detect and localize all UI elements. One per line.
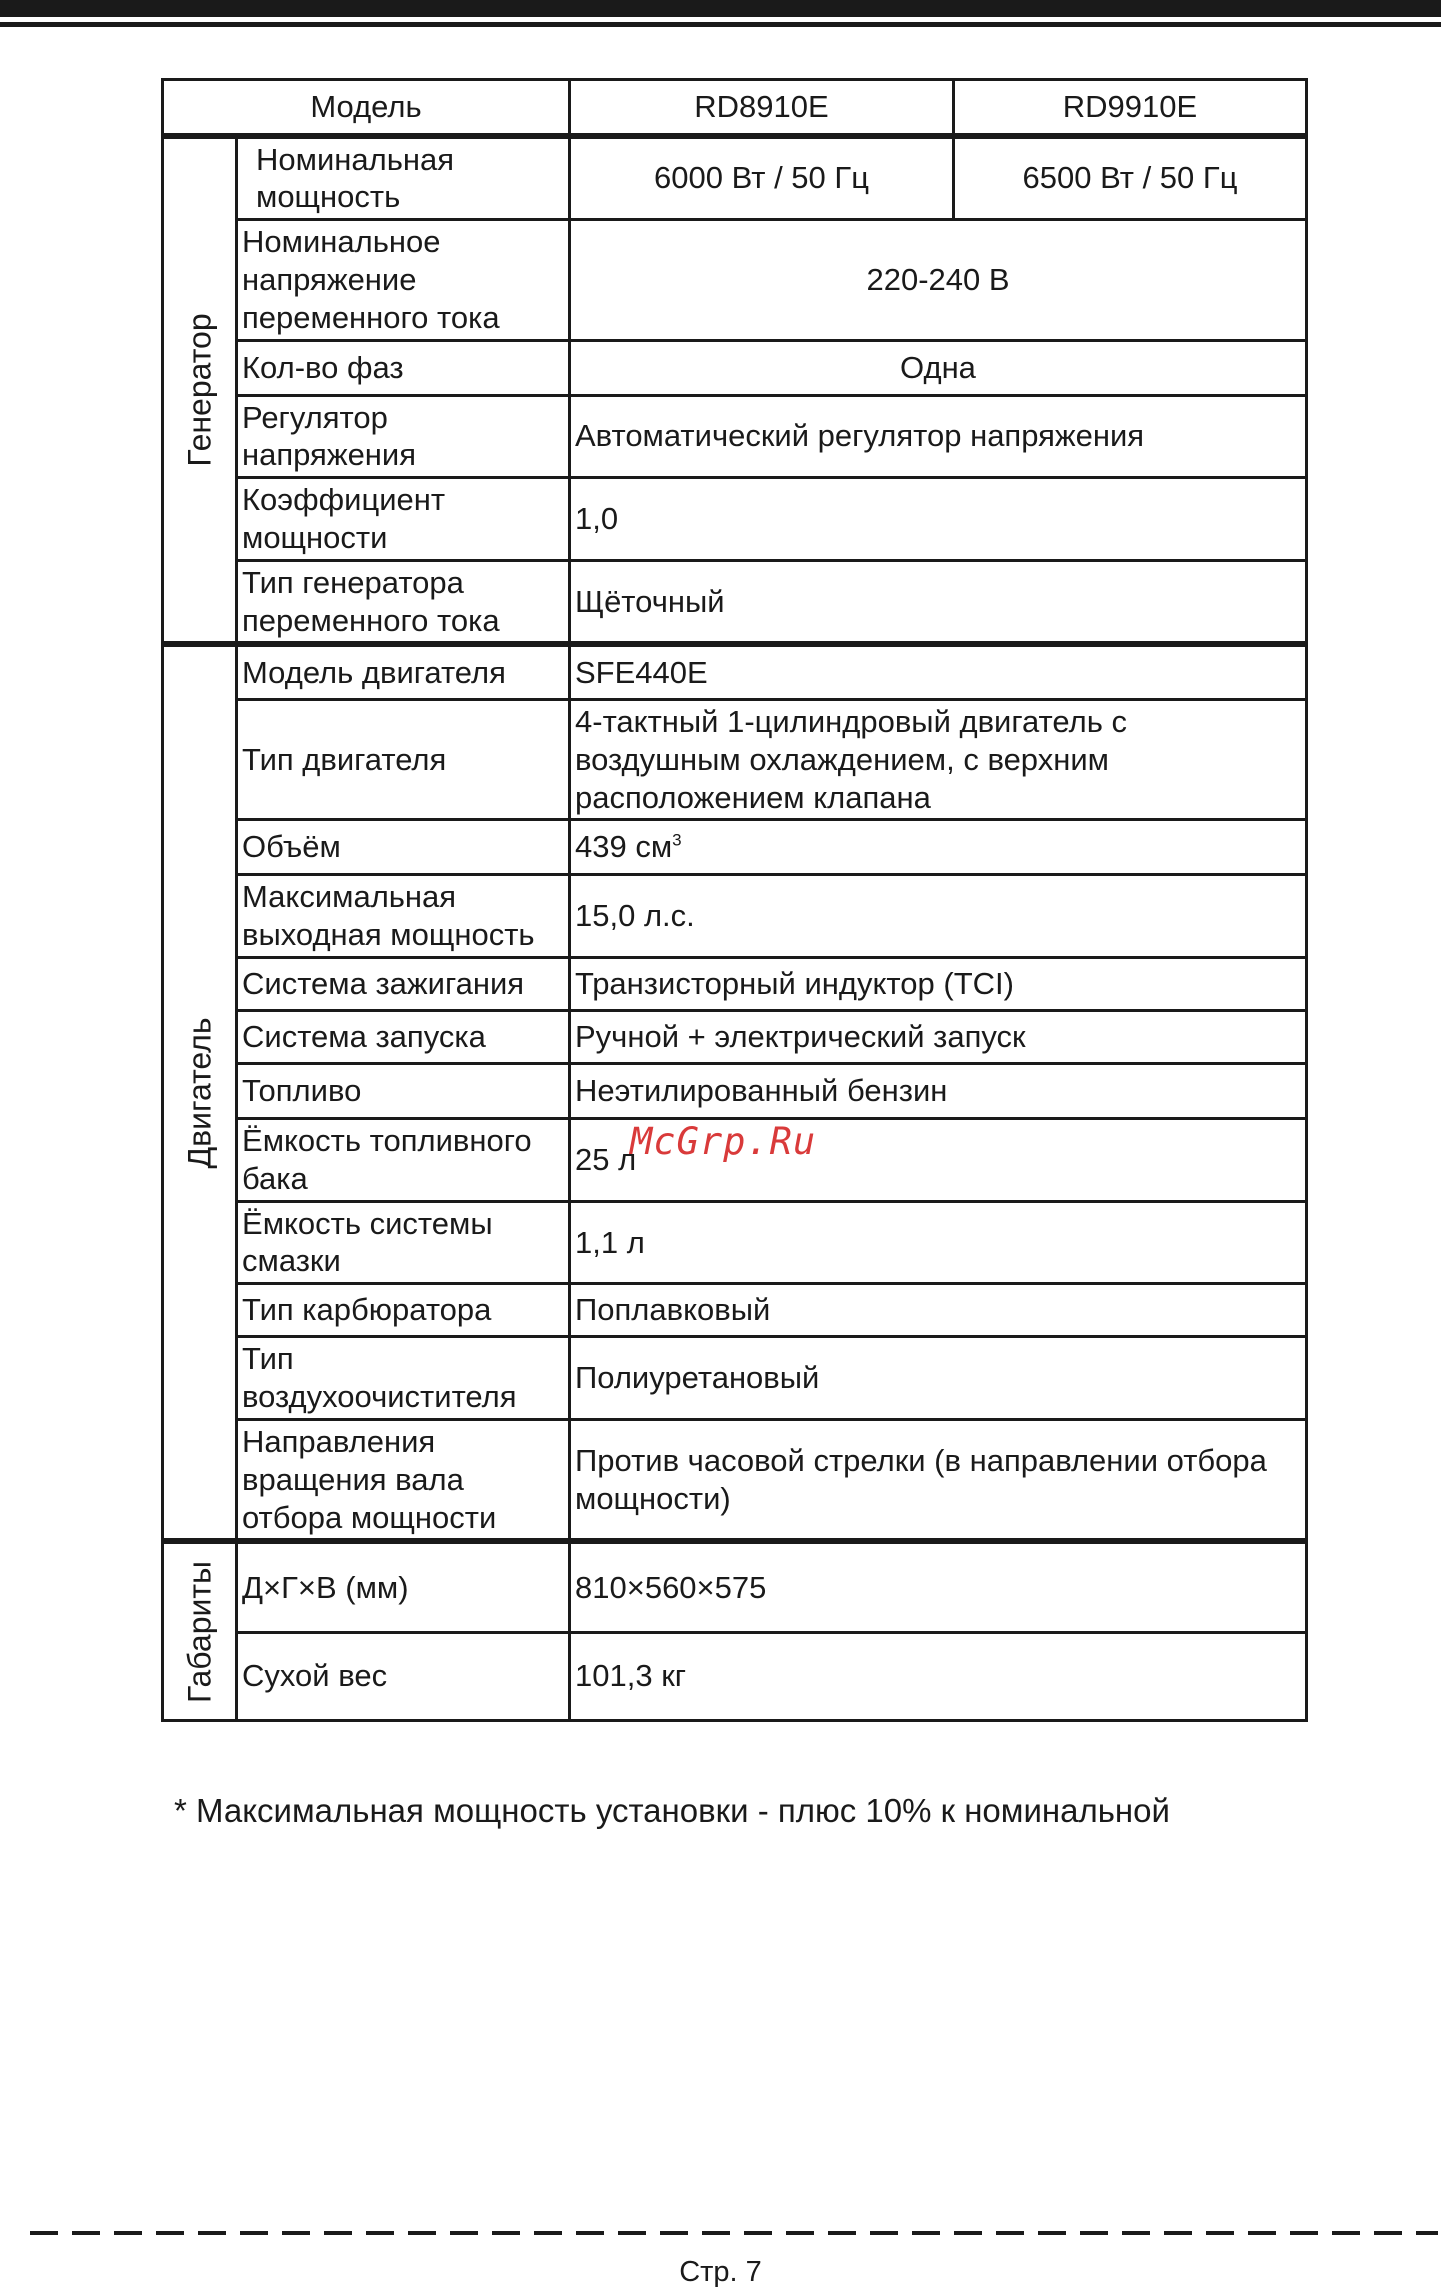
spec-table bbox=[161, 78, 1308, 1722]
row-value: Неэтилированный бензин bbox=[570, 1064, 1307, 1119]
row-value: Против часовой стрелки (в направлении отбора мощности) bbox=[570, 1419, 1307, 1541]
row-value: Щёточный bbox=[570, 560, 1307, 644]
row-label: Ёмкость топливного бака bbox=[237, 1119, 570, 1202]
table-row bbox=[163, 560, 1307, 644]
row-label: Номинальное напряжение переменного тока bbox=[237, 220, 570, 340]
table-row bbox=[163, 1337, 1307, 1420]
row-value: 220-240 В bbox=[570, 220, 1307, 340]
table-row bbox=[163, 220, 1307, 340]
row-value: 810×560×575 bbox=[570, 1541, 1307, 1632]
row-value: Поплавковый bbox=[570, 1284, 1307, 1337]
row-value-b: 6500 Вт / 50 Гц bbox=[954, 136, 1307, 220]
row-value: 15,0 л.с. bbox=[570, 875, 1307, 958]
group-engine bbox=[163, 644, 237, 1541]
footnote: * Максимальная мощность установки - плюс 10% к номинальной bbox=[174, 1792, 1170, 1829]
table-row bbox=[163, 958, 1307, 1011]
row-label: Тип карбюратора bbox=[237, 1284, 570, 1337]
table-row bbox=[163, 820, 1307, 875]
table-row bbox=[163, 1064, 1307, 1119]
row-value: 1,1 л bbox=[570, 1201, 1307, 1284]
row-label: Тип воздухоочистителя bbox=[237, 1337, 570, 1420]
top-border-thick bbox=[0, 0, 1441, 17]
row-value: 25 л bbox=[570, 1119, 1307, 1202]
group-generator bbox=[163, 136, 237, 645]
header-model-label: Модель bbox=[163, 80, 570, 136]
table-row bbox=[163, 395, 1307, 478]
group-label-engine: Двигатель bbox=[180, 1017, 217, 1169]
table-row bbox=[163, 699, 1307, 819]
row-value: 4-тактный 1-цилиндровый двигатель с воздушным охлаждением, с верхним расположением клапана bbox=[570, 699, 1307, 819]
footer-dashed-rule bbox=[30, 2231, 1438, 2235]
table-row bbox=[163, 1541, 1307, 1632]
row-value-a: 6000 Вт / 50 Гц bbox=[570, 136, 954, 220]
header-model-b: RD9910E bbox=[954, 80, 1307, 136]
table-row bbox=[163, 478, 1307, 561]
displacement-value: 439 см bbox=[575, 829, 673, 865]
table-row bbox=[163, 1284, 1307, 1337]
row-value: Полиуретановый bbox=[570, 1337, 1307, 1420]
row-label: Кол-во фаз bbox=[237, 340, 570, 395]
row-label: Ёмкость системы смазки bbox=[237, 1201, 570, 1284]
row-label: Объём bbox=[237, 820, 570, 875]
row-label: Модель двигателя bbox=[237, 644, 570, 699]
table-row bbox=[163, 1201, 1307, 1284]
row-value: 1,0 bbox=[570, 478, 1307, 561]
table-row bbox=[163, 644, 1307, 699]
row-value: 101,3 кг bbox=[570, 1632, 1307, 1720]
table-row bbox=[163, 1419, 1307, 1541]
row-value: Ручной + электрический запуск bbox=[570, 1011, 1307, 1064]
row-label: Топливо bbox=[237, 1064, 570, 1119]
row-label: Направления вращения вала отбора мощности bbox=[237, 1419, 570, 1541]
row-label: Номинальная мощность bbox=[237, 136, 570, 220]
row-value: Одна bbox=[570, 340, 1307, 395]
row-label: Система зажигания bbox=[237, 958, 570, 1011]
row-value: Транзисторный индуктор (TCI) bbox=[570, 958, 1307, 1011]
row-label: Тип двигателя bbox=[237, 699, 570, 819]
group-label-generator: Генератор bbox=[180, 313, 217, 467]
table-row bbox=[163, 136, 1307, 220]
watermark: McGrp.Ru bbox=[630, 1120, 817, 1163]
table-row bbox=[163, 1011, 1307, 1064]
row-label: Д×Г×В (мм) bbox=[237, 1541, 570, 1632]
top-border-thin bbox=[0, 22, 1441, 27]
row-label: Система запуска bbox=[237, 1011, 570, 1064]
row-label: Тип генератора переменного тока bbox=[237, 560, 570, 644]
table-row bbox=[163, 875, 1307, 958]
row-value: Автоматический регулятор напряжения bbox=[570, 395, 1307, 478]
displacement-unit-superscript: 3 bbox=[672, 831, 682, 851]
row-label: Сухой вес bbox=[237, 1632, 570, 1720]
page-number: Стр. 7 bbox=[679, 2256, 762, 2288]
row-value-displacement bbox=[570, 820, 1307, 875]
row-label: Максимальная выходная мощность bbox=[237, 875, 570, 958]
table-row bbox=[163, 340, 1307, 395]
row-label: Регулятор напряжения bbox=[237, 395, 570, 478]
group-label-dimensions: Габариты bbox=[180, 1560, 217, 1703]
row-value: SFE440E bbox=[570, 644, 1307, 699]
table-row bbox=[163, 1632, 1307, 1720]
row-label: Коэффициент мощности bbox=[237, 478, 570, 561]
table-row-model bbox=[163, 80, 1307, 136]
header-model-a: RD8910E bbox=[570, 80, 954, 136]
group-dimensions bbox=[163, 1541, 237, 1720]
